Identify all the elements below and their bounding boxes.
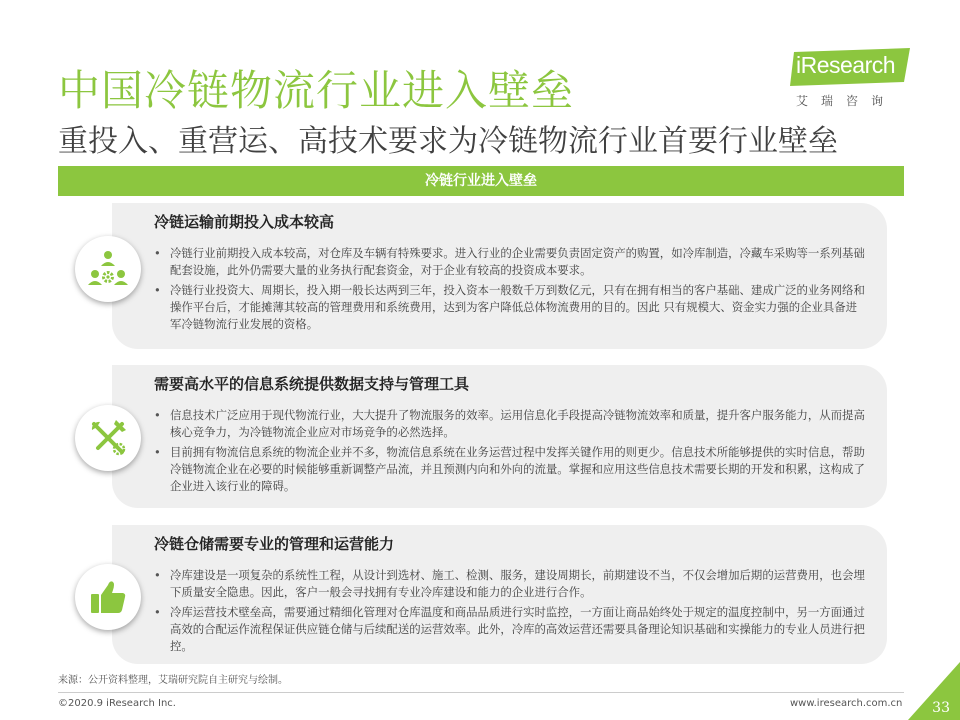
website-link[interactable]: www.iresearch.com.cn bbox=[790, 698, 903, 709]
thumbs-up-icon bbox=[75, 564, 141, 630]
tools-icon bbox=[75, 405, 141, 471]
copyright-text: ©2020.9 iResearch Inc. bbox=[58, 698, 176, 709]
bullet-item: • 冷库建设是一项复杂的系统性工程，从设计到选材、施工、检测、服务，建设周期长，前期建设不当，不仅会增加后期的运营费用，也会埋下质量安全隐患。因此，客户一般会寻找拥有专业冷库建设和能力的企业进行合作。 bbox=[150, 567, 866, 601]
bullet-item: • 目前拥有物流信息系统的物流企业并不多，物流信息系统在业务运营过程中发挥关键作用的则更少。信息技术所能够提供的实时信息，帮助冷链物流企业在必要的时候能够重新调整产品流，并且预测内向和外向的流量。掌握和应用这些信息技术需要长期的开发和积累，这构成了企业进入该行业的障碍。 bbox=[150, 444, 866, 495]
page-number: 33 bbox=[932, 700, 950, 716]
card-title: 冷链运输前期投入成本较高 bbox=[154, 213, 335, 231]
iresearch-logo bbox=[788, 48, 913, 108]
barrier-card-warehouse-management bbox=[112, 525, 887, 664]
card-title: 需要高水平的信息系统提供数据支持与管理工具 bbox=[154, 375, 470, 393]
bullet-list bbox=[150, 245, 866, 336]
page-subtitle: 重投入、重营运、高技术要求为冷链物流行业首要行业壁垒 bbox=[58, 124, 838, 159]
barrier-card-information-system bbox=[112, 365, 887, 508]
card-title: 冷链仓储需要专业的管理和运营能力 bbox=[154, 535, 395, 553]
people-gear-icon bbox=[75, 236, 141, 302]
bullet-item: • 信息技术广泛应用于现代物流行业，大大提升了物流服务的效率。运用信息化手段提高冷链物流效率和质量，提升客户服务能力，从而提高核心竞争力，为冷链物流企业应对市场竞争的必然选择。 bbox=[150, 407, 866, 441]
logo-text: iResearch bbox=[796, 52, 896, 78]
bullet-list bbox=[150, 567, 866, 658]
page-title: 中国冷链物流行业进入壁垒 bbox=[58, 66, 575, 115]
bullet-item: • 冷链行业前期投入成本较高，对仓库及车辆有特殊要求。进入行业的企业需要负责固定资产的购置，如冷库制造，冷藏车采购等一系列基础配套设施，此外仍需要大量的业务执行配套资金，对于企业有较高的投资成本要求。 bbox=[150, 245, 866, 279]
section-banner: 冷链行业进入壁垒 bbox=[58, 166, 904, 196]
bullet-list bbox=[150, 407, 866, 498]
footer-divider bbox=[58, 692, 904, 693]
logo-cn-text: 艾瑞咨询 bbox=[796, 94, 897, 108]
bullet-item: • 冷链行业投资大、周期长，投入期一般长达两到三年，投入资本一般数千万到数亿元，只有在拥有相当的客户基础、建成广泛的业务网络和操作平台后，才能摊薄其较高的管理费用和系统费用，达到为客户降低总体物流费用的目的。因此 只有规模大、资金实力强的企业具备进军冷链物流行业发展的资格。 bbox=[150, 282, 866, 333]
barrier-card-investment bbox=[112, 203, 887, 349]
bullet-item: • 冷库运营技术壁垒高，需要通过精细化管理对仓库温度和商品品质进行实时监控，一方面让商品始终处于规定的温度控制中，另一方面通过高效的合配运作流程保证供应链仓储与后续配送的运营效率。此外，冷库的高效运营还需要具备理论知识基础和实操能力的专业人员进行把控。 bbox=[150, 604, 866, 655]
source-note: 来源：公开资料整理，艾瑞研究院自主研究与绘制。 bbox=[58, 675, 288, 686]
